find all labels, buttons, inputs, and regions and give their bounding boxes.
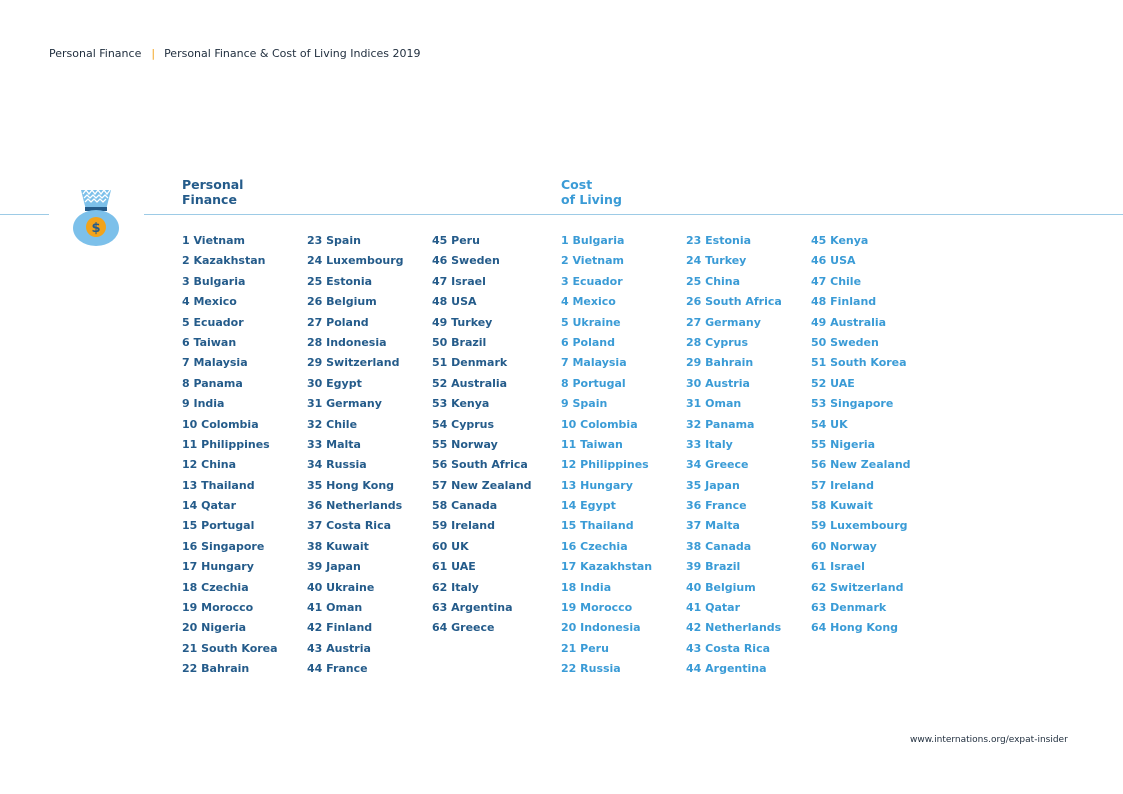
ranking-item: 24 Luxembourg <box>307 254 404 268</box>
ranking-item: 59 Ireland <box>432 519 496 533</box>
ranking-item: 4 Mexico <box>182 295 237 309</box>
ranking-item: 21 South Korea <box>182 641 278 655</box>
ranking-item: 42 Finland <box>307 621 373 635</box>
cost-of-living-heading <box>561 177 622 207</box>
ranking-item: 41 Qatar <box>686 601 741 615</box>
personal-finance-column-2 <box>307 234 404 683</box>
ranking-item: 27 Germany <box>686 315 761 329</box>
ranking-item: 43 Austria <box>307 641 371 655</box>
ranking-item: 35 Hong Kong <box>307 478 395 492</box>
ranking-item: 20 Nigeria <box>182 621 247 635</box>
ranking-item: 59 Luxembourg <box>811 519 908 533</box>
ranking-item: 53 Singapore <box>811 397 894 411</box>
ranking-item: 4 Mexico <box>561 295 616 309</box>
ranking-item: 29 Switzerland <box>307 356 400 370</box>
personal-finance-heading-line2: Finance <box>182 192 237 207</box>
ranking-item: 29 Bahrain <box>686 356 754 370</box>
ranking-item: 39 Brazil <box>686 560 741 574</box>
ranking-item: 44 France <box>307 662 368 676</box>
ranking-item: 18 India <box>561 580 612 594</box>
ranking-item: 55 Norway <box>432 437 498 451</box>
ranking-item: 16 Czechia <box>561 539 628 553</box>
ranking-item: 13 Hungary <box>561 478 633 492</box>
divider-left <box>0 214 49 215</box>
ranking-item: 23 Estonia <box>686 234 752 247</box>
ranking-item: 56 South Africa <box>432 458 528 472</box>
ranking-item: 48 Finland <box>811 295 877 309</box>
ranking-item: 49 Turkey <box>432 315 493 329</box>
ranking-item: 53 Kenya <box>432 397 490 411</box>
ranking-item: 63 Argentina <box>432 601 513 615</box>
ranking-item: 30 Austria <box>686 376 750 390</box>
ranking-item: 7 Malaysia <box>182 356 248 370</box>
ranking-item: 64 Greece <box>432 621 495 635</box>
ranking-item: 12 Philippines <box>561 458 649 472</box>
ranking-item: 5 Ukraine <box>561 315 621 329</box>
ranking-item: 14 Qatar <box>182 499 237 513</box>
personal-finance-heading-line1: Personal <box>182 177 244 192</box>
ranking-item: 31 Germany <box>307 397 382 411</box>
ranking-item: 37 Malta <box>686 519 740 533</box>
ranking-item: 6 Taiwan <box>182 335 237 349</box>
ranking-item: 26 South Africa <box>686 295 782 309</box>
ranking-item: 25 China <box>686 274 741 288</box>
ranking-item: 3 Ecuador <box>561 274 623 288</box>
page-title: Personal Finance & Cost of Living Indices 2019 <box>164 47 421 60</box>
ranking-item: 44 Argentina <box>686 662 767 676</box>
ranking-item: 48 USA <box>432 295 477 309</box>
ranking-item: 8 Portugal <box>561 376 626 390</box>
ranking-item: 33 Malta <box>307 437 361 451</box>
ranking-item: 17 Kazakhstan <box>561 560 653 574</box>
ranking-item: 12 China <box>182 458 237 472</box>
ranking-item: 37 Costa Rica <box>307 519 392 533</box>
ranking-item: 58 Canada <box>432 499 498 513</box>
ranking-item: 1 Vietnam <box>182 234 246 247</box>
ranking-item: 60 UK <box>432 539 469 553</box>
ranking-item: 45 Peru <box>432 234 480 247</box>
ranking-item: 55 Nigeria <box>811 437 876 451</box>
ranking-item: 50 Brazil <box>432 335 487 349</box>
ranking-item: 40 Ukraine <box>307 580 375 594</box>
ranking-item: 13 Thailand <box>182 478 255 492</box>
dollar-symbol: $ <box>91 221 101 236</box>
ranking-item: 24 Turkey <box>686 254 747 268</box>
cost-of-living-heading-line1: Cost <box>561 177 593 192</box>
ranking-item: 32 Chile <box>307 417 358 431</box>
ranking-item: 30 Egypt <box>307 376 362 390</box>
ranking-item: 10 Colombia <box>182 417 259 431</box>
ranking-item: 19 Morocco <box>561 601 633 615</box>
ranking-item: 34 Russia <box>307 458 367 472</box>
ranking-item: 2 Vietnam <box>561 254 625 268</box>
ranking-item: 38 Canada <box>686 539 752 553</box>
ranking-item: 8 Panama <box>182 376 243 390</box>
ranking-item: 43 Costa Rica <box>686 641 771 655</box>
breadcrumb-separator: | <box>151 47 156 60</box>
ranking-item: 40 Belgium <box>686 580 756 594</box>
ranking-item: 57 Ireland <box>811 478 875 492</box>
ranking-item: 26 Belgium <box>307 295 377 309</box>
ranking-item: 15 Thailand <box>561 519 634 533</box>
ranking-item: 5 Ecuador <box>182 315 244 329</box>
personal-finance-heading <box>182 177 243 207</box>
ranking-item: 23 Spain <box>307 234 361 247</box>
ranking-item: 9 India <box>182 397 225 411</box>
breadcrumb-section: Personal Finance <box>49 47 142 60</box>
ranking-item: 47 Chile <box>811 274 862 288</box>
cost-of-living-heading-line2: of Living <box>561 192 622 207</box>
ranking-item: 46 USA <box>811 254 856 268</box>
ranking-item: 52 UAE <box>811 376 855 390</box>
ranking-item: 16 Singapore <box>182 539 265 553</box>
ranking-item: 18 Czechia <box>182 580 249 594</box>
ranking-item: 45 Kenya <box>811 234 869 247</box>
ranking-item: 60 Norway <box>811 539 877 553</box>
ranking-item: 17 Hungary <box>182 560 254 574</box>
cost-of-living-column-1 <box>561 234 652 683</box>
ranking-item: 11 Taiwan <box>561 437 623 451</box>
cost-of-living-column-2 <box>686 234 782 683</box>
ranking-item: 54 Cyprus <box>432 417 495 431</box>
ranking-item: 14 Egypt <box>561 499 616 513</box>
ranking-item: 62 Italy <box>432 580 479 594</box>
ranking-item: 2 Kazakhstan <box>182 254 266 268</box>
ranking-item: 46 Sweden <box>432 254 500 268</box>
ranking-item: 27 Poland <box>307 315 369 329</box>
breadcrumb <box>49 47 421 60</box>
ranking-item: 35 Japan <box>686 478 740 492</box>
ranking-item: 39 Japan <box>307 560 361 574</box>
ranking-item: 50 Sweden <box>811 335 879 349</box>
ranking-item: 64 Hong Kong <box>811 621 899 635</box>
divider-right <box>144 214 1123 215</box>
personal-finance-column-3 <box>432 234 532 642</box>
ranking-item: 47 Israel <box>432 274 486 288</box>
footer-url: www.internations.org/expat-insider <box>910 735 1068 745</box>
ranking-item: 28 Indonesia <box>307 335 387 349</box>
ranking-item: 3 Bulgaria <box>182 274 246 288</box>
ranking-item: 21 Peru <box>561 641 609 655</box>
ranking-item: 63 Denmark <box>811 601 887 615</box>
ranking-item: 33 Italy <box>686 437 733 451</box>
ranking-item: 42 Netherlands <box>686 621 782 635</box>
ranking-item: 20 Indonesia <box>561 621 641 635</box>
ranking-item: 51 Denmark <box>432 356 508 370</box>
ranking-item: 36 Netherlands <box>307 499 403 513</box>
ranking-item: 61 UAE <box>432 560 476 574</box>
ranking-item: 41 Oman <box>307 601 363 615</box>
ranking-item: 28 Cyprus <box>686 335 749 349</box>
ranking-item: 36 France <box>686 499 747 513</box>
ranking-item: 15 Portugal <box>182 519 255 533</box>
cost-of-living-column-3 <box>811 234 911 642</box>
ranking-item: 22 Bahrain <box>182 662 250 676</box>
ranking-item: 52 Australia <box>432 376 508 390</box>
ranking-item: 38 Kuwait <box>307 539 369 553</box>
ranking-item: 10 Colombia <box>561 417 638 431</box>
ranking-item: 57 New Zealand <box>432 478 532 492</box>
ranking-item: 11 Philippines <box>182 437 270 451</box>
ranking-item: 31 Oman <box>686 397 742 411</box>
ranking-item: 32 Panama <box>686 417 755 431</box>
ranking-item: 58 Kuwait <box>811 499 873 513</box>
personal-finance-column-1 <box>182 234 278 683</box>
ranking-item: 7 Malaysia <box>561 356 627 370</box>
ranking-item: 1 Bulgaria <box>561 234 625 247</box>
ranking-item: 9 Spain <box>561 397 608 411</box>
ranking-item: 61 Israel <box>811 560 865 574</box>
ranking-item: 22 Russia <box>561 662 621 676</box>
ranking-item: 56 New Zealand <box>811 458 911 472</box>
ranking-item: 34 Greece <box>686 458 749 472</box>
ranking-item: 62 Switzerland <box>811 580 904 594</box>
ranking-item: 25 Estonia <box>307 274 373 288</box>
ranking-item: 49 Australia <box>811 315 887 329</box>
ranking-item: 54 UK <box>811 417 848 431</box>
ranking-item: 6 Poland <box>561 335 616 349</box>
ranking-item: 51 South Korea <box>811 356 907 370</box>
ranking-item: 19 Morocco <box>182 601 254 615</box>
money-bag-icon <box>72 188 120 248</box>
